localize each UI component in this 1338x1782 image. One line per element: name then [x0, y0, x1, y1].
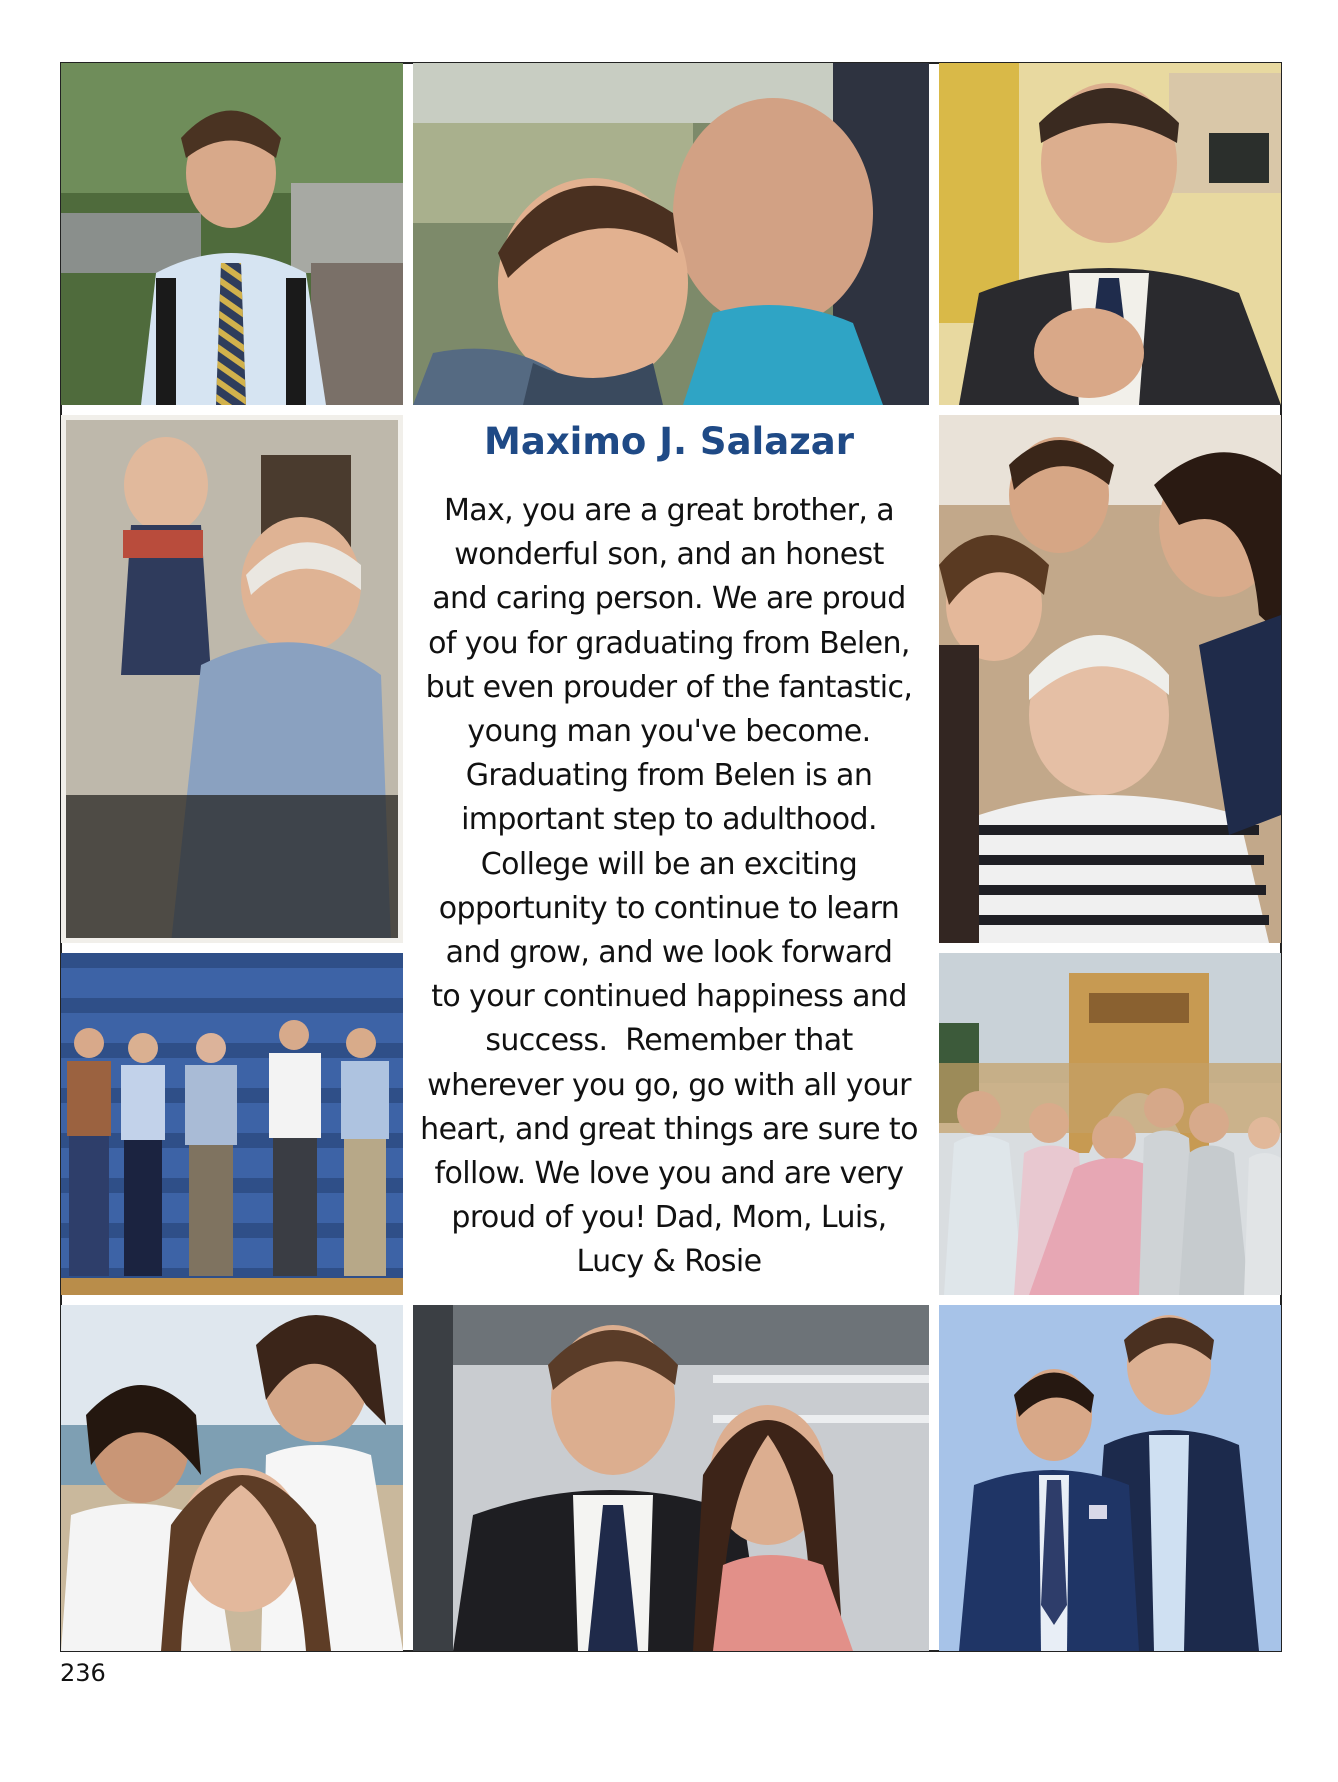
tribute-name: Maximo J. Salazar — [484, 420, 854, 463]
page-number: 236 — [60, 1659, 106, 1687]
message-line: Max, you are a great brother, a — [443, 493, 895, 528]
message-line: follow. We love you and are very — [434, 1156, 904, 1192]
photo-siblings-at-beach — [61, 1305, 403, 1651]
photo-group-of-boys — [61, 953, 403, 1295]
photo-father-kissing-son — [413, 63, 929, 405]
photo-teen-showing-ring — [939, 63, 1281, 405]
photo-two-boys-in-suits — [939, 1305, 1281, 1651]
message-line: important step to adulthood. — [461, 802, 877, 838]
photo-graduate-with-mother — [413, 1305, 929, 1651]
photo-friends-at-theme-park — [939, 953, 1281, 1295]
message-line: and grow, and we look forward — [445, 935, 893, 971]
message-line: College will be an exciting — [480, 846, 858, 882]
message-line: Graduating from Belen is an — [465, 758, 873, 794]
message-line: opportunity to continue to learn — [438, 890, 900, 926]
message-line: Lucy & Rosie — [576, 1244, 762, 1280]
photo-family-with-grandmother — [939, 415, 1281, 943]
photo-boy-in-uniform — [61, 63, 403, 405]
message-line: and caring person. We are proud — [432, 581, 906, 617]
message-line: young man you've become. — [467, 714, 871, 750]
tribute-panel — [410, 415, 928, 1285]
tribute-message — [410, 489, 928, 1285]
message-line: proud of you! Dad, Mom, Luis, — [451, 1200, 887, 1236]
photo-baby-with-grandfather — [61, 415, 403, 943]
message-line: wonderful son, and an honest — [454, 537, 884, 573]
message-line: wherever you go, go with all your — [427, 1067, 911, 1103]
message-line: of you for graduating from Belen, — [428, 625, 910, 661]
message-line: success. Remember that — [485, 1023, 853, 1059]
message-line: but even prouder of the fantastic, — [425, 669, 913, 705]
message-line: heart, and great things are sure to — [420, 1111, 918, 1147]
message-line: to your continued happiness and — [431, 979, 907, 1015]
